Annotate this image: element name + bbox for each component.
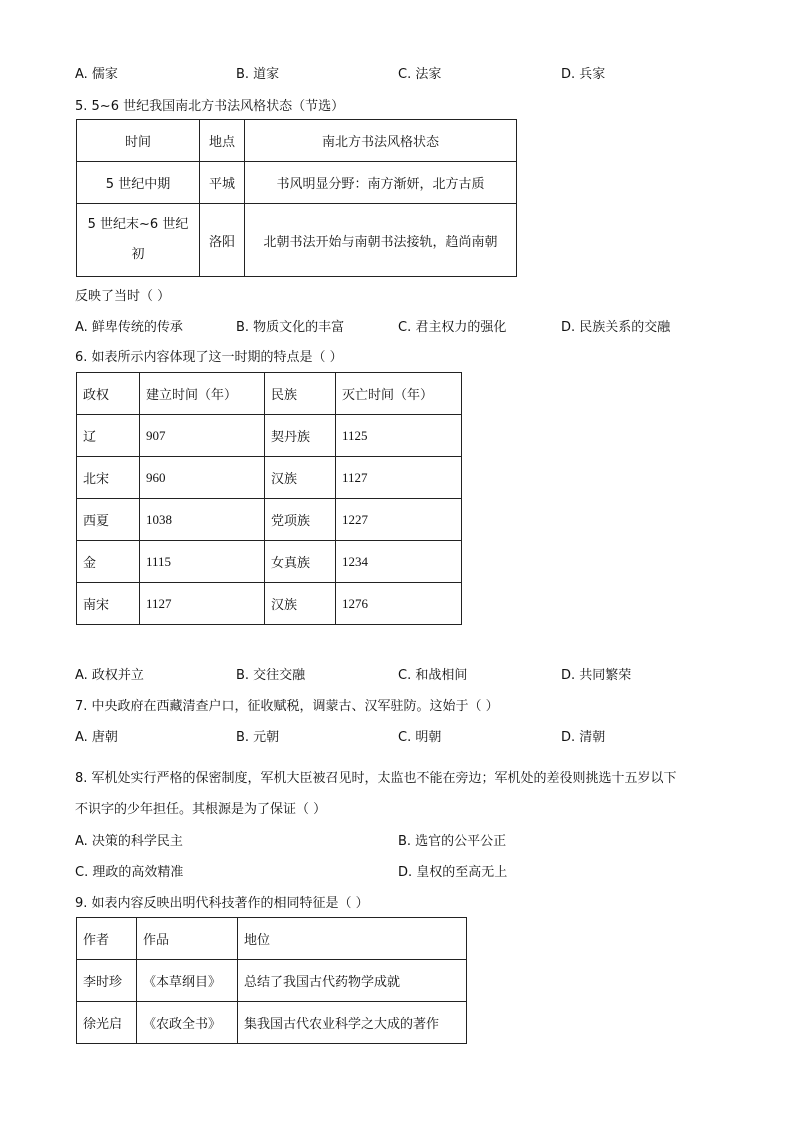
table-header: 南北方书法风格状态 <box>245 120 517 162</box>
option-c: C. 法家 <box>398 67 442 82</box>
table-cell: 《本草纲目》 <box>137 960 238 1002</box>
table-cell: 960 <box>140 457 265 499</box>
table-cell: 契丹族 <box>265 415 336 457</box>
option-b: B. 交往交融 <box>236 668 306 683</box>
table-cell: 1115 <box>140 541 265 583</box>
option-c: C. 君主权力的强化 <box>398 320 507 335</box>
option-b: B. 元朝 <box>236 730 280 745</box>
option-c: C. 理政的高效精准 <box>75 865 184 880</box>
option-b: B. 选官的公平公正 <box>398 834 507 849</box>
option-d: D. 皇权的至高无上 <box>398 865 508 880</box>
option-b: B. 物质文化的丰富 <box>236 320 345 335</box>
question-5-tail: 反映了当时（ ） <box>75 289 171 304</box>
table-header: 时间 <box>77 120 200 162</box>
regimes-table <box>76 372 462 625</box>
table-header: 民族 <box>265 373 336 415</box>
table-cell: 1127 <box>336 457 462 499</box>
table-cell: 书风明显分野：南方渐妍，北方古质 <box>245 162 517 204</box>
question-5-stem: 5. 5~6 世纪我国南北方书法风格状态（节选） <box>75 99 345 114</box>
table-cell: 党项族 <box>265 499 336 541</box>
calligraphy-table <box>76 119 517 277</box>
option-a: A. 唐朝 <box>75 730 118 745</box>
table-cell: 南宋 <box>77 583 140 625</box>
table-cell: 金 <box>77 541 140 583</box>
table-header: 灭亡时间（年） <box>336 373 462 415</box>
table-cell: 1234 <box>336 541 462 583</box>
table-cell: 李时珍 <box>77 960 137 1002</box>
table-cell: 汉族 <box>265 583 336 625</box>
question-6-stem: 6. 如表所示内容体现了这一时期的特点是（ ） <box>75 350 343 365</box>
table-header: 地位 <box>238 918 467 960</box>
option-d: D. 兵家 <box>561 67 606 82</box>
option-c: C. 明朝 <box>398 730 442 745</box>
table-header: 作品 <box>137 918 238 960</box>
table-cell: 女真族 <box>265 541 336 583</box>
option-c: C. 和战相间 <box>398 668 468 683</box>
table-cell: 汉族 <box>265 457 336 499</box>
table-cell: 集我国古代农业科学之大成的著作 <box>238 1002 467 1044</box>
question-8-stem-line-2: 不识字的少年担任。其根源是为了保证（ ） <box>75 802 327 817</box>
table-header: 政权 <box>77 373 140 415</box>
table-cell: 平城 <box>200 162 245 204</box>
option-a: A. 决策的科学民主 <box>75 834 183 849</box>
table-cell: 洛阳 <box>200 204 245 277</box>
table-cell: 1038 <box>140 499 265 541</box>
table-cell: 辽 <box>77 415 140 457</box>
table-cell: 5 世纪末~6 世纪初 <box>77 204 200 277</box>
table-cell: 1227 <box>336 499 462 541</box>
option-d: D. 共同繁荣 <box>561 668 632 683</box>
table-cell: 1125 <box>336 415 462 457</box>
ming-works-table <box>76 917 467 1044</box>
table-cell: 907 <box>140 415 265 457</box>
table-cell: 5 世纪中期 <box>77 162 200 204</box>
table-cell: 《农政全书》 <box>137 1002 238 1044</box>
table-cell: 北宋 <box>77 457 140 499</box>
option-a: A. 鲜卑传统的传承 <box>75 320 183 335</box>
table-cell: 徐光启 <box>77 1002 137 1044</box>
option-d: D. 清朝 <box>561 730 606 745</box>
table-cell: 1127 <box>140 583 265 625</box>
table-header: 地点 <box>200 120 245 162</box>
table-cell: 西夏 <box>77 499 140 541</box>
option-d: D. 民族关系的交融 <box>561 320 671 335</box>
table-header: 建立时间（年） <box>140 373 265 415</box>
option-a: A. 政权并立 <box>75 668 144 683</box>
table-cell: 总结了我国古代药物学成就 <box>238 960 467 1002</box>
question-7-stem: 7. 中央政府在西藏清查户口，征收赋税，调蒙古、汉军驻防。这始于（ ） <box>75 699 499 714</box>
table-cell: 1276 <box>336 583 462 625</box>
table-header: 作者 <box>77 918 137 960</box>
question-8-stem-line-1: 8. 军机处实行严格的保密制度，军机大臣被召见时，太监也不能在旁边；军机处的差役则挑选十五岁以下 <box>75 771 677 786</box>
option-b: B. 道家 <box>236 67 280 82</box>
option-a: A. 儒家 <box>75 67 118 82</box>
question-9-stem: 9. 如表内容反映出明代科技著作的相同特征是（ ） <box>75 896 369 911</box>
table-cell: 北朝书法开始与南朝书法接轨，趋尚南朝 <box>245 204 517 277</box>
